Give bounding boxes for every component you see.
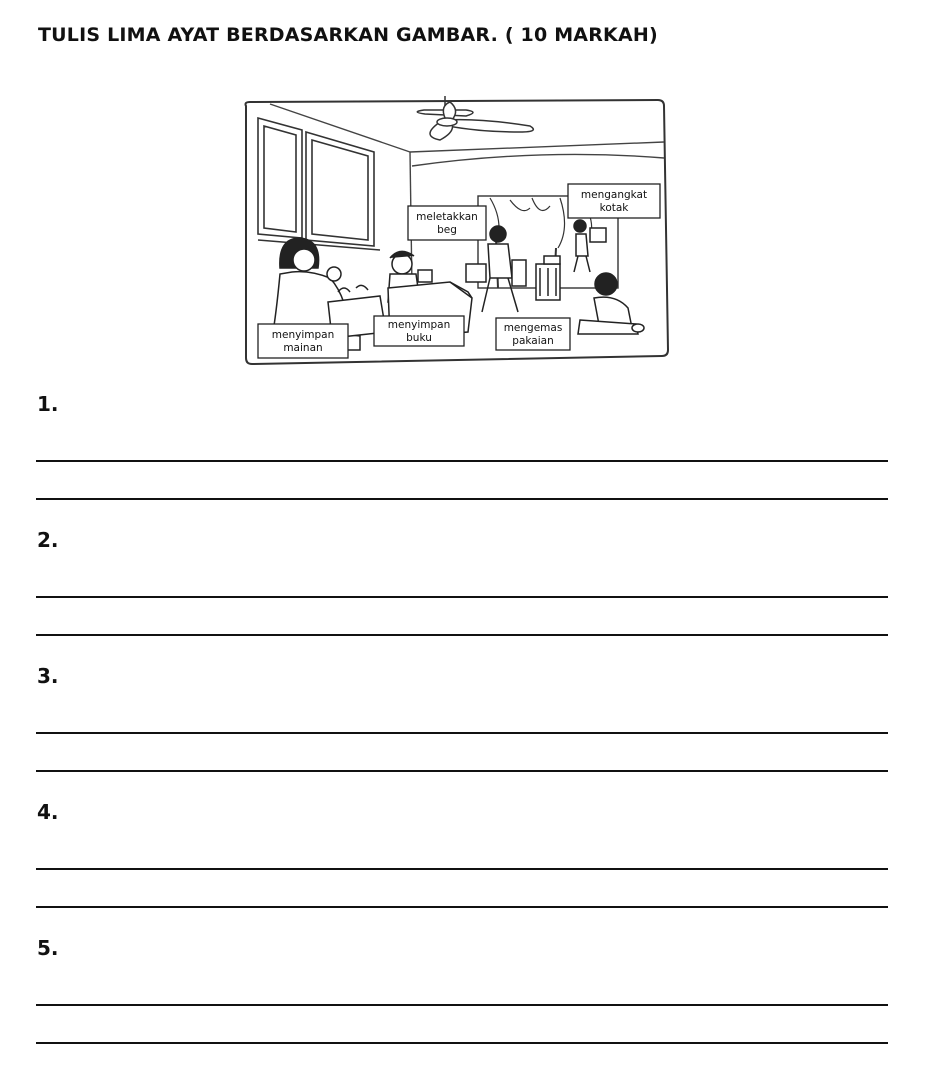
label-menyimpan-mainan bbox=[258, 324, 348, 358]
label-mengemas-pakaian bbox=[496, 318, 570, 350]
label-line: buku bbox=[406, 332, 432, 344]
label-line: mengemas bbox=[503, 322, 563, 334]
question-number: 3. bbox=[37, 664, 59, 688]
answer-line[interactable] bbox=[36, 906, 888, 908]
answer-line[interactable] bbox=[36, 1004, 888, 1006]
answer-line[interactable] bbox=[36, 596, 888, 598]
answer-line[interactable] bbox=[36, 460, 888, 462]
label-line: mengangkat bbox=[580, 189, 648, 201]
answer-line[interactable] bbox=[36, 732, 888, 734]
question-3 bbox=[36, 664, 888, 774]
label-mengangkat-kotak bbox=[568, 184, 660, 218]
answer-line[interactable] bbox=[36, 770, 888, 772]
answer-line[interactable] bbox=[36, 498, 888, 500]
question-number: 2. bbox=[37, 528, 59, 552]
label-line: meletakkan bbox=[416, 211, 478, 223]
answer-line[interactable] bbox=[36, 868, 888, 870]
label-meletakkan-beg bbox=[408, 206, 486, 240]
answer-line[interactable] bbox=[36, 634, 888, 636]
question-5 bbox=[36, 936, 888, 1046]
label-line: menyimpan bbox=[387, 319, 451, 331]
label-menyimpan-buku bbox=[374, 316, 464, 346]
question-number: 1. bbox=[37, 392, 59, 416]
question-1 bbox=[36, 392, 888, 502]
question-number: 5. bbox=[37, 936, 59, 960]
room-illustration bbox=[240, 88, 672, 368]
answer-line[interactable] bbox=[36, 1042, 888, 1044]
worksheet-title: TULIS LIMA AYAT BERDASARKAN GAMBAR. ( 10 MARKAH) bbox=[38, 24, 658, 46]
label-line: menyimpan bbox=[271, 329, 335, 341]
label-line: kotak bbox=[599, 202, 629, 214]
question-4 bbox=[36, 800, 888, 910]
question-number: 4. bbox=[37, 800, 59, 824]
question-2 bbox=[36, 528, 888, 638]
label-line: pakaian bbox=[512, 335, 554, 347]
label-line: mainan bbox=[283, 342, 323, 354]
label-line: beg bbox=[437, 224, 457, 236]
